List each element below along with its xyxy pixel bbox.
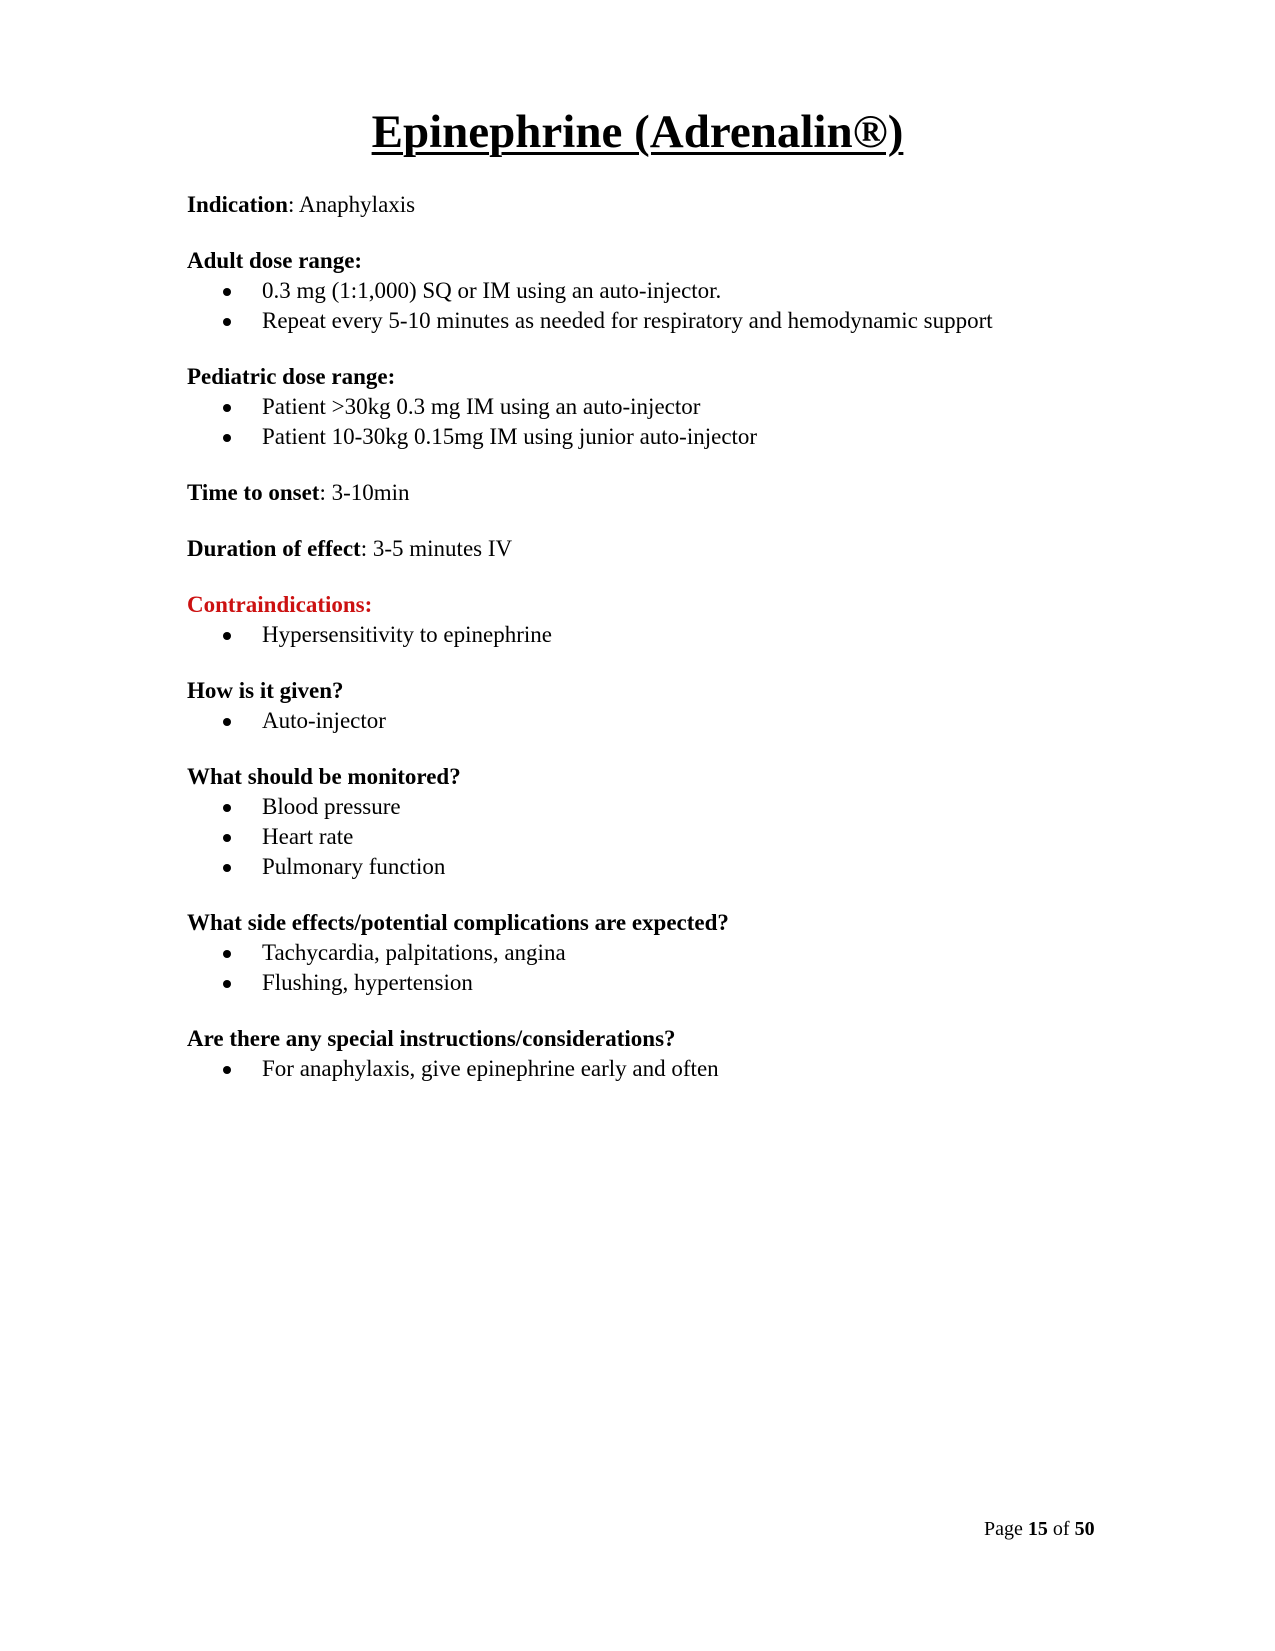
list-item: Blood pressure	[187, 792, 1137, 822]
side-effects-list	[187, 938, 1137, 998]
bullet-icon	[223, 950, 231, 958]
bullet-icon	[223, 804, 231, 812]
monitoring-section	[187, 762, 1137, 882]
bullet-icon	[223, 288, 231, 296]
how-given-heading: How is it given?	[187, 678, 344, 703]
how-given-list	[187, 706, 1137, 736]
total-pages: 50	[1074, 1518, 1095, 1540]
indication-label: Indication	[187, 192, 288, 217]
bullet-icon	[223, 434, 231, 442]
list-item: Auto-injector	[187, 706, 1137, 736]
bullet-icon	[223, 1066, 231, 1074]
pediatric-dose-section	[187, 362, 1137, 452]
document-body	[187, 190, 1137, 1110]
time-to-onset-label: Time to onset	[187, 480, 320, 505]
contraindications-heading: Contraindications:	[187, 592, 373, 617]
indication-value: : Anaphylaxis	[287, 192, 416, 217]
page-number-footer: Page 15 of 50	[984, 1518, 1095, 1540]
page-title	[0, 104, 1275, 160]
adult-dose-heading: Adult dose range:	[187, 248, 363, 273]
indication-section	[187, 190, 1137, 220]
special-instructions-section	[187, 1024, 1137, 1084]
pediatric-dose-list	[187, 392, 1137, 452]
contraindications-list	[187, 620, 1137, 650]
monitoring-heading: What should be monitored?	[187, 764, 461, 789]
list-item: Heart rate	[187, 822, 1137, 852]
bullet-icon	[223, 404, 231, 412]
bullet-icon	[223, 864, 231, 872]
side-effects-heading: What side effects/potential complications are expected?	[187, 910, 729, 935]
time-to-onset-section	[187, 478, 1137, 508]
list-item: Tachycardia, palpitations, angina	[187, 938, 1137, 968]
list-item: Pulmonary function	[187, 852, 1137, 882]
duration-label: Duration of effect	[187, 536, 361, 561]
how-given-section	[187, 676, 1137, 736]
duration-section	[187, 534, 1137, 564]
pediatric-dose-heading: Pediatric dose range:	[187, 364, 396, 389]
list-item: Repeat every 5-10 minutes as needed for respiratory and hemodynamic support	[187, 306, 1137, 336]
list-item: Patient 10-30kg 0.15mg IM using junior auto-injector	[187, 422, 1137, 452]
page-title-text: Epinephrine (Adrenalin®)	[371, 106, 904, 158]
bullet-icon	[223, 318, 231, 326]
current-page: 15	[1027, 1518, 1048, 1540]
list-item: Patient >30kg 0.3 mg IM using an auto-injector	[187, 392, 1137, 422]
adult-dose-section	[187, 246, 1137, 336]
duration-value: : 3-5 minutes IV	[360, 536, 513, 561]
bullet-icon	[223, 834, 231, 842]
special-instructions-heading: Are there any special instructions/considerations?	[187, 1026, 676, 1051]
bullet-icon	[223, 632, 231, 640]
special-instructions-list	[187, 1054, 1137, 1084]
bullet-icon	[223, 718, 231, 726]
list-item: Hypersensitivity to epinephrine	[187, 620, 1137, 650]
bullet-icon	[223, 980, 231, 988]
list-item: Flushing, hypertension	[187, 968, 1137, 998]
list-item: For anaphylaxis, give epinephrine early and often	[187, 1054, 1137, 1084]
monitoring-list	[187, 792, 1137, 882]
time-to-onset-value: : 3-10min	[319, 480, 410, 505]
adult-dose-list	[187, 276, 1137, 336]
list-item: 0.3 mg (1:1,000) SQ or IM using an auto-injector.	[187, 276, 1137, 306]
side-effects-section	[187, 908, 1137, 998]
contraindications-section	[187, 590, 1137, 650]
